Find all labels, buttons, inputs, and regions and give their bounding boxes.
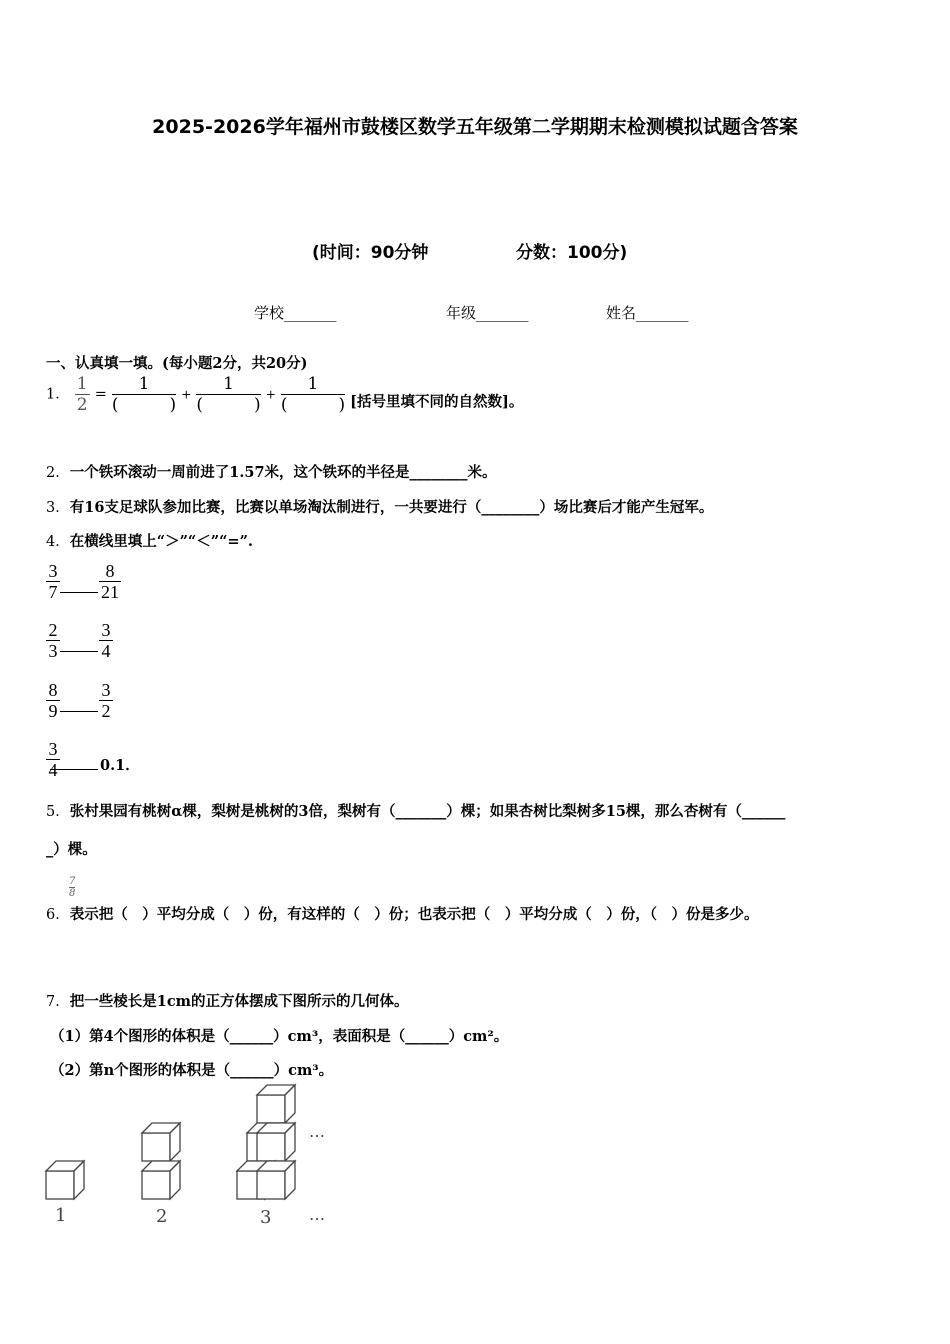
answer-blank[interactable] xyxy=(60,592,98,593)
fraction-blank[interactable] xyxy=(281,374,345,415)
numerator: 3 xyxy=(99,680,113,701)
denominator-blank: ( ) xyxy=(111,395,177,415)
decimal-value: 0.1． xyxy=(100,757,140,774)
answer-blank[interactable] xyxy=(60,711,98,712)
question-text: 一个铁环滚动一周前进了1.57米，这个铁环的半径是________米。 xyxy=(69,464,497,481)
question-6 xyxy=(46,903,758,924)
question-number: 5． xyxy=(46,804,70,820)
denominator: 4 xyxy=(101,641,111,661)
section-heading: 一、认真填一填。(每小题2分，共20分) xyxy=(46,355,308,372)
fraction-left xyxy=(46,561,60,602)
name-field[interactable]: 姓名_______ xyxy=(606,304,689,322)
fraction-blank[interactable] xyxy=(196,374,260,415)
cube xyxy=(142,1161,180,1199)
cube-stack-figure xyxy=(0,1080,360,1240)
ellipsis: … xyxy=(309,1205,325,1224)
denominator: 2 xyxy=(76,395,88,415)
denominator: 4 xyxy=(48,760,58,780)
school-field[interactable]: 学校_______ xyxy=(254,304,337,322)
fraction-right xyxy=(99,620,113,661)
denominator: 9 xyxy=(48,701,58,721)
fraction-left xyxy=(46,680,60,721)
question-7 xyxy=(46,990,409,1011)
numerator: 1 xyxy=(112,374,176,395)
fraction-seven-eighths xyxy=(69,876,75,899)
question-text-continued: _）棵。 xyxy=(46,841,97,858)
denominator: 8 xyxy=(69,888,76,899)
question-text: 在横线里填上“＞”“＜”“=”. xyxy=(69,533,253,550)
numerator: 1 xyxy=(76,374,88,394)
denominator: 7 xyxy=(48,582,58,602)
sub-question-1: （1）第4个图形的体积是（______）cm³，表面积是（______）cm²。 xyxy=(50,1028,509,1045)
numerator: 3 xyxy=(99,620,113,641)
answer-blank[interactable] xyxy=(60,651,98,652)
numerator: 1 xyxy=(196,374,260,395)
question-text: 有16支足球队参加比赛，比赛以单场淘汰制进行，一共要进行（________）场比赛后才能产生冠军。 xyxy=(69,499,714,516)
fraction-blank[interactable] xyxy=(112,374,176,415)
cube xyxy=(46,1161,84,1199)
sub-question-2: （2）第n个图形的体积是（______）cm³。 xyxy=(50,1062,334,1079)
plus: + xyxy=(181,387,192,402)
grade-field[interactable]: 年级_______ xyxy=(446,304,529,322)
numerator: 8 xyxy=(99,561,121,582)
question-number: 3． xyxy=(46,500,70,516)
figure-label: 3 xyxy=(260,1207,272,1228)
question-text: 把一些棱长是1cm的正方体摆成下图所示的几何体。 xyxy=(69,993,409,1010)
exam-time: (时间：90分钟 xyxy=(312,243,429,263)
cube xyxy=(257,1123,295,1161)
question-number: 6． xyxy=(46,907,70,923)
question-number: 1． xyxy=(46,386,70,403)
numerator: 3 xyxy=(46,739,60,760)
question-number: 4． xyxy=(46,534,70,550)
numerator: 7 xyxy=(69,876,76,887)
figure-label: 2 xyxy=(156,1206,168,1227)
ellipsis: … xyxy=(309,1122,325,1141)
numerator: 1 xyxy=(281,374,345,395)
question-2 xyxy=(46,461,497,482)
fraction-left xyxy=(46,620,60,661)
denominator: 21 xyxy=(101,582,119,602)
cube xyxy=(257,1085,295,1123)
numerator: 2 xyxy=(46,620,60,641)
question-1 xyxy=(46,374,523,415)
fraction xyxy=(75,374,90,415)
cube xyxy=(142,1123,180,1161)
equals: = xyxy=(94,386,107,403)
denominator-blank: ( ) xyxy=(196,395,261,415)
plus: + xyxy=(265,387,276,402)
page-title: 2025-2026学年福州市鼓楼区数学五年级第二学期期末检测模拟试题含答案 xyxy=(152,116,798,138)
denominator: 2 xyxy=(101,701,111,721)
fraction-left xyxy=(46,739,60,780)
fraction-right xyxy=(99,680,113,721)
question-number: 7． xyxy=(46,994,70,1010)
question-text: 张村果园有桃树α棵，梨树是桃树的3倍，梨树有（_______）棵；如果杏树比梨树多15棵，那么杏树有（______ xyxy=(69,803,786,820)
question-3 xyxy=(46,496,713,517)
question-5 xyxy=(46,800,785,821)
question-4 xyxy=(46,530,253,551)
fraction-right xyxy=(99,561,121,602)
denominator-blank: ( ) xyxy=(280,395,346,415)
cube xyxy=(257,1161,295,1199)
exam-score: 分数：100分) xyxy=(516,243,628,263)
numerator: 3 xyxy=(46,561,60,582)
question-note: [括号里填不同的自然数]。 xyxy=(350,393,524,411)
question-text: 表示把（ ）平均分成（ ）份，有这样的（ ）份；也表示把（ ）平均分成（ ）份，（ ）份是多少。 xyxy=(69,906,759,923)
denominator: 3 xyxy=(48,641,58,661)
question-number: 2． xyxy=(46,465,70,481)
answer-blank[interactable] xyxy=(50,769,98,770)
figure-label: 1 xyxy=(55,1205,67,1226)
numerator: 8 xyxy=(46,680,60,701)
